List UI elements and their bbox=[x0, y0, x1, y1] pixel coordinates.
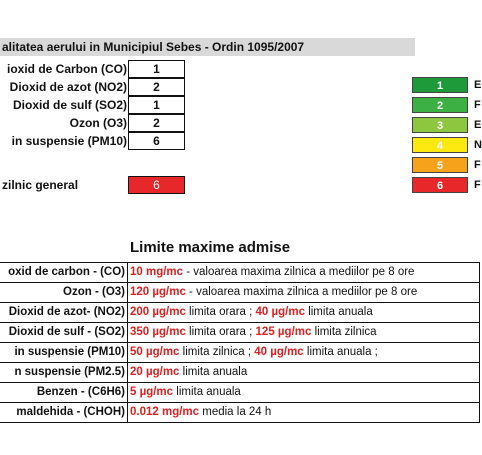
legend-cell-2: 2 bbox=[412, 97, 468, 113]
limit-row bbox=[0, 343, 480, 363]
limit-value: 40 µg/mc bbox=[255, 306, 305, 318]
legend-cell-4: 4 bbox=[412, 137, 468, 153]
limit-value: 350 µg/mc bbox=[130, 326, 186, 338]
pollutant-value-co: 1 bbox=[128, 60, 185, 78]
limit-pollutant: maldehida - (CHOH) bbox=[0, 403, 128, 422]
limit-text: limita zilnica ; bbox=[179, 346, 255, 358]
limits-section-title: Limite maxime admise bbox=[130, 239, 291, 256]
limit-description bbox=[128, 343, 480, 362]
legend-tag-1: E bbox=[474, 79, 482, 91]
limit-pollutant: Dioxid de azot- (NO2) bbox=[0, 303, 128, 322]
limit-text: media la 24 h bbox=[199, 406, 272, 418]
limit-value: 200 µg/mc bbox=[130, 306, 186, 318]
pollutant-value-so2: 1 bbox=[128, 96, 185, 114]
limit-text: limita anuala ; bbox=[303, 346, 378, 358]
pollutant-label-so2: Dioxid de sulf (SO2) bbox=[12, 98, 127, 112]
limit-value: 20 µg/mc bbox=[130, 366, 180, 378]
limit-text: limita orara ; bbox=[185, 306, 256, 318]
legend-cell-5: 5 bbox=[412, 157, 468, 173]
pollutant-value-pm10: 6 bbox=[128, 132, 185, 150]
legend-tag-6: F bbox=[474, 179, 481, 191]
legend-cell-3: 3 bbox=[412, 117, 468, 133]
limit-value: 120 µg/mc bbox=[130, 286, 186, 298]
limit-description bbox=[128, 303, 480, 322]
limit-row bbox=[0, 303, 480, 323]
pollutant-label-no2: Dioxid de azot (NO2) bbox=[9, 80, 127, 94]
legend-tag-3: E bbox=[474, 119, 482, 131]
pollutant-value-o3: 2 bbox=[128, 114, 185, 132]
pollutant-value-no2: 2 bbox=[128, 78, 185, 96]
limit-pollutant: n suspensie (PM2.5) bbox=[0, 363, 128, 382]
limit-row bbox=[0, 283, 480, 303]
limit-pollutant: oxid de carbon - (CO) bbox=[0, 263, 128, 282]
limit-text: limita anuala bbox=[179, 366, 248, 378]
limit-row bbox=[0, 262, 480, 283]
limit-pollutant: in suspensie (PM10) bbox=[0, 343, 128, 362]
limit-description bbox=[128, 363, 480, 382]
page-title: alitatea aerului in Municipiul Sebes - Ordin 1095/2007 bbox=[0, 38, 415, 56]
limit-description bbox=[128, 263, 480, 282]
limit-value: 40 µg/mc bbox=[254, 346, 304, 358]
limit-row bbox=[0, 323, 480, 343]
limit-text: - valoarea maxima zilnica a mediilor pe 8 ore bbox=[185, 286, 418, 298]
limit-pollutant: Benzen - (C6H6) bbox=[0, 383, 128, 402]
limit-description bbox=[128, 323, 480, 342]
limit-description bbox=[128, 383, 480, 402]
limit-pollutant: Dioxid de sulf - (SO2) bbox=[0, 323, 128, 342]
limit-text: limita anuala bbox=[173, 386, 241, 398]
limit-value: 125 µg/mc bbox=[255, 326, 312, 338]
limit-row bbox=[0, 383, 480, 403]
limit-text: limita zilnica bbox=[311, 326, 377, 338]
general-index-label: zilnic general bbox=[2, 178, 79, 192]
limit-text: - valoarea maxima zilnica a mediilor pe 8 ore bbox=[183, 266, 415, 278]
limit-value: 50 µg/mc bbox=[130, 346, 180, 358]
pollutant-label-co: ioxid de Carbon (CO) bbox=[7, 62, 127, 76]
limit-description bbox=[128, 403, 480, 422]
pollutant-label-o3: Ozon (O3) bbox=[69, 116, 127, 130]
limit-value: 10 mg/mc bbox=[130, 266, 184, 278]
pollutant-label-pm10: in suspensie (PM10) bbox=[11, 134, 127, 148]
limit-row bbox=[0, 403, 480, 423]
legend-tag-2: F bbox=[474, 99, 481, 111]
limit-value: 5 µg/mc bbox=[130, 386, 174, 398]
limit-description bbox=[128, 283, 480, 302]
limit-row bbox=[0, 363, 480, 383]
limit-pollutant: Ozon - (O3) bbox=[0, 283, 128, 302]
limit-text: limita orara ; bbox=[185, 326, 256, 338]
legend-tag-5: F bbox=[474, 159, 481, 171]
limit-text: limita anuala bbox=[305, 306, 373, 318]
limit-value: 0.012 mg/mc bbox=[130, 406, 200, 418]
limits-table bbox=[0, 262, 480, 423]
legend-cell-1: 1 bbox=[412, 77, 468, 93]
legend-tag-4: N bbox=[474, 139, 482, 151]
general-index-value: 6 bbox=[128, 176, 185, 194]
legend-cell-6: 6 bbox=[412, 177, 468, 193]
